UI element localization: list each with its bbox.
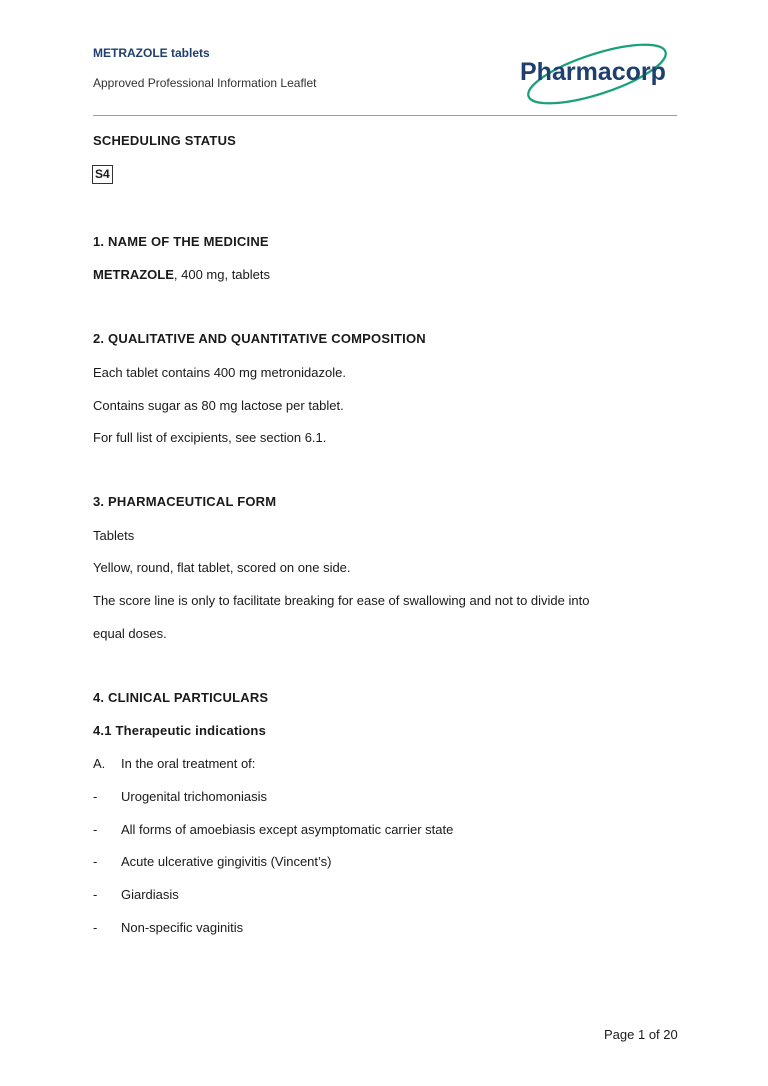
page-number: Page 1 of 20: [604, 1027, 678, 1042]
scheduling-heading: SCHEDULING STATUS: [93, 133, 237, 148]
section1-heading: 1. NAME OF THE MEDICINE: [93, 234, 269, 249]
document-subtitle: Approved Professional Information Leaflet: [93, 76, 317, 90]
list-bullet: -: [93, 822, 98, 837]
list-item: Acute ulcerative gingivitis (Vincent’s): [121, 854, 332, 869]
scheduling-value: S4: [92, 165, 113, 184]
form-line: equal doses.: [93, 626, 167, 641]
form-line: The score line is only to facilitate breaking for ease of swallowing and not to divide into: [93, 593, 590, 608]
section3-heading: 3. PHARMACEUTICAL FORM: [93, 494, 277, 509]
list-item: Urogenital trichomoniasis: [121, 789, 267, 804]
medicine-name-strength: , 400 mg, tablets: [173, 267, 271, 282]
section4-heading: 4. CLINICAL PARTICULARS: [93, 690, 269, 705]
section4-1-subheading: 4.1 Therapeutic indications: [93, 723, 266, 738]
list-intro: In the oral treatment of:: [121, 756, 256, 771]
list-item: All forms of amoebiasis except asymptomatic carrier state: [121, 822, 454, 837]
logo-text: Pharmacorp: [520, 58, 666, 86]
list-bullet: -: [93, 920, 98, 935]
list-bullet: -: [93, 789, 98, 804]
list-item: Giardiasis: [121, 887, 179, 902]
form-line: Yellow, round, flat tablet, scored on one side.: [93, 560, 351, 575]
form-line: Tablets: [93, 528, 135, 543]
medicine-name: [93, 267, 270, 283]
composition-line: Each tablet contains 400 mg metronidazole.: [93, 365, 346, 380]
list-bullet: -: [93, 854, 98, 869]
pharmacorp-logo: [515, 40, 685, 106]
document-title: METRAZOLE tablets: [93, 46, 210, 60]
composition-line: For full list of excipients, see section 6.1.: [93, 430, 327, 445]
medicine-name-bold: METRAZOLE: [93, 267, 174, 282]
section2-heading: 2. QUALITATIVE AND QUANTITATIVE COMPOSITION: [93, 331, 426, 346]
list-item: Non-specific vaginitis: [121, 920, 244, 935]
list-marker: A.: [93, 756, 106, 771]
list-bullet: -: [93, 887, 98, 902]
composition-line: Contains sugar as 80 mg lactose per tablet.: [93, 398, 344, 413]
header-divider: [93, 115, 677, 116]
